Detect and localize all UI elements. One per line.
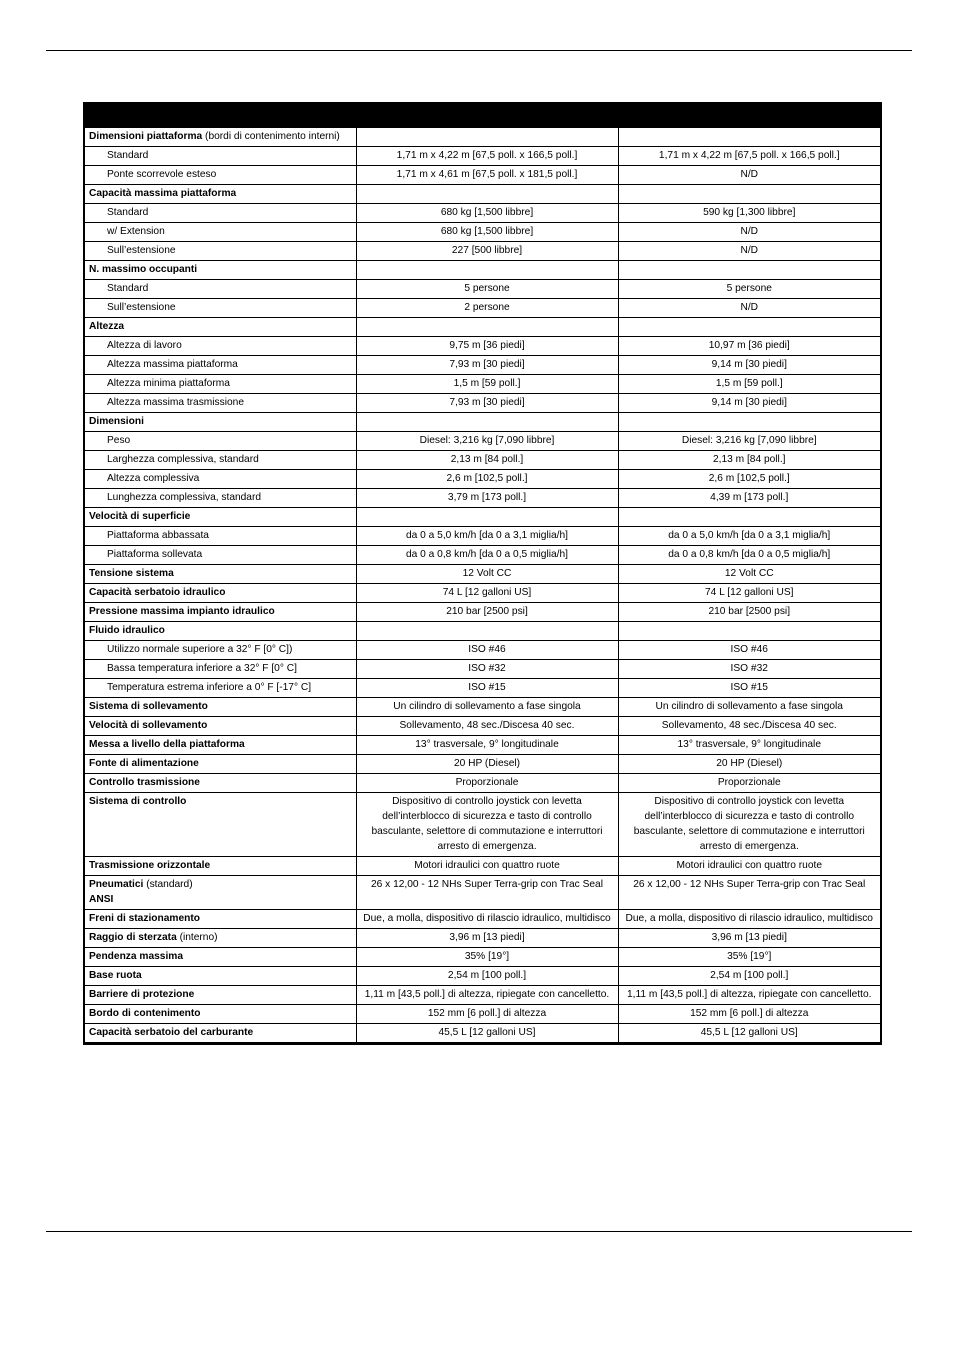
table-row	[85, 261, 880, 280]
spec-sublabel	[85, 679, 356, 698]
spec-label-text: Fonte di alimentazione	[89, 758, 199, 769]
spec-label-text: Dimensioni	[89, 416, 144, 427]
spec-value-col2: 13° trasversale, 9° longitudinale	[618, 736, 880, 755]
spec-label	[85, 584, 356, 603]
spec-value-col1: 210 bar [2500 psi]	[356, 603, 618, 622]
spec-value-col2	[618, 413, 880, 432]
spec-value-col2: 1,11 m [43,5 poll.] di altezza, ripiegate con cancelletto.	[618, 986, 880, 1005]
table-row	[85, 641, 880, 660]
spec-value-col1: 152 mm [6 poll.] di altezza	[356, 1005, 618, 1024]
table-row	[85, 166, 880, 185]
spec-label	[85, 929, 356, 948]
table-row	[85, 527, 880, 546]
spec-value-col2: Motori idraulici con quattro ruote	[618, 857, 880, 876]
spec-value-col1: 1,71 m x 4,61 m [67,5 poll. x 181,5 poll.]	[356, 166, 618, 185]
spec-value-col2	[618, 261, 880, 280]
spec-value-col2: 45,5 L [12 galloni US]	[618, 1024, 880, 1043]
spec-value-col1: 7,93 m [30 piedi]	[356, 356, 618, 375]
spec-label-text: Altezza massima piattaforma	[107, 359, 238, 370]
spec-label-note: (bordi di contenimento interni)	[202, 131, 340, 142]
spec-label	[85, 948, 356, 967]
table-row	[85, 280, 880, 299]
spec-value-col2: Due, a molla, dispositivo di rilascio idraulico, multidisco	[618, 910, 880, 929]
table-row	[85, 603, 880, 622]
spec-value-col2: da 0 a 5,0 km/h [da 0 a 3,1 miglia/h]	[618, 527, 880, 546]
spec-value-col1: Un cilindro di sollevamento a fase singola	[356, 698, 618, 717]
spec-sublabel	[85, 337, 356, 356]
spec-value-col2: 3,96 m [13 piedi]	[618, 929, 880, 948]
spec-value-col2: Dispositivo di controllo joystick con levetta dell’interblocco di sicurezza e tasto di controllo basculante, selettore di commutazione e interruttori arresto di emergenza.	[618, 793, 880, 857]
table-row	[85, 1005, 880, 1024]
table-row	[85, 470, 880, 489]
spec-label-text: Bassa temperatura inferiore a 32° F [0° C]	[107, 663, 297, 674]
spec-label	[85, 755, 356, 774]
spec-value-col2: ISO #32	[618, 660, 880, 679]
spec-sublabel	[85, 451, 356, 470]
table-row	[85, 929, 880, 948]
spec-value-col1: 2,6 m [102,5 poll.]	[356, 470, 618, 489]
spec-value-col1: da 0 a 0,8 km/h [da 0 a 0,5 miglia/h]	[356, 546, 618, 565]
spec-value-col1: ISO #15	[356, 679, 618, 698]
table-row	[85, 565, 880, 584]
spec-label	[85, 793, 356, 857]
spec-label-text: Standard	[107, 150, 149, 161]
spec-value-col2: 152 mm [6 poll.] di altezza	[618, 1005, 880, 1024]
table-row	[85, 793, 880, 857]
spec-value-col1: 227 [500 libbre]	[356, 242, 618, 261]
table-row	[85, 128, 880, 147]
spec-value-col1: 5 persone	[356, 280, 618, 299]
spec-label-text: Tensione sistema	[89, 568, 174, 579]
table-row	[85, 489, 880, 508]
spec-label-text: N. massimo occupanti	[89, 264, 198, 275]
spec-sublabel	[85, 489, 356, 508]
spec-table-container	[83, 102, 882, 1045]
spec-label-text: Capacità massima piattaforma	[89, 188, 237, 199]
spec-label-text: Piattaforma sollevata	[107, 549, 203, 560]
spec-label-note: (interno)	[176, 932, 218, 943]
table-row	[85, 432, 880, 451]
spec-label	[85, 1005, 356, 1024]
spec-label-text: Capacità serbatoio idraulico	[89, 587, 226, 598]
spec-label	[85, 185, 356, 204]
spec-sublabel	[85, 166, 356, 185]
spec-value-col2	[618, 128, 880, 147]
spec-label-text: Bordo di contenimento	[89, 1008, 201, 1019]
spec-label-text: Barriere di protezione	[89, 989, 195, 1000]
table-row	[85, 318, 880, 337]
spec-value-col2: Un cilindro di sollevamento a fase singola	[618, 698, 880, 717]
spec-value-col1: 74 L [12 galloni US]	[356, 584, 618, 603]
spec-value-col1: 20 HP (Diesel)	[356, 755, 618, 774]
spec-label-text: Altezza di lavoro	[107, 340, 182, 351]
table-row	[85, 755, 880, 774]
spec-value-col1: Proporzionale	[356, 774, 618, 793]
spec-value-col2: 210 bar [2500 psi]	[618, 603, 880, 622]
spec-label	[85, 261, 356, 280]
spec-value-col1: Due, a molla, dispositivo di rilascio idraulico, multidisco	[356, 910, 618, 929]
table-row	[85, 299, 880, 318]
spec-value-col1	[356, 185, 618, 204]
spec-label	[85, 413, 356, 432]
spec-value-col2: Proporzionale	[618, 774, 880, 793]
spec-label-text: Dimensioni piattaforma	[89, 131, 203, 142]
spec-label	[85, 986, 356, 1005]
spec-sublabel	[85, 299, 356, 318]
table-row	[85, 185, 880, 204]
spec-sublabel	[85, 660, 356, 679]
spec-value-col1: 3,96 m [13 piedi]	[356, 929, 618, 948]
spec-label-text: Capacità serbatoio del carburante	[89, 1027, 254, 1038]
spec-value-col2: 1,5 m [59 poll.]	[618, 375, 880, 394]
spec-value-col1: ISO #32	[356, 660, 618, 679]
table-row	[85, 679, 880, 698]
bottom-rule	[46, 1231, 912, 1232]
spec-label	[85, 603, 356, 622]
table-row	[85, 876, 880, 910]
spec-label-text: Messa a livello della piattaforma	[89, 739, 245, 750]
spec-value-col1: 35% [19°]	[356, 948, 618, 967]
spec-table-header-bar	[85, 104, 880, 128]
spec-value-col1	[356, 261, 618, 280]
spec-label-text: Pendenza massima	[89, 951, 183, 962]
spec-label	[85, 910, 356, 929]
table-row	[85, 660, 880, 679]
spec-label-text: Larghezza complessiva, standard	[107, 454, 259, 465]
spec-label-text: Pneumatici	[89, 879, 144, 890]
spec-value-col1: 2,13 m [84 poll.]	[356, 451, 618, 470]
table-row	[85, 508, 880, 527]
spec-sublabel	[85, 546, 356, 565]
spec-value-col2: Sollevamento, 48 sec./Discesa 40 sec.	[618, 717, 880, 736]
table-row	[85, 204, 880, 223]
table-row	[85, 967, 880, 986]
spec-value-col1: 13° trasversale, 9° longitudinale	[356, 736, 618, 755]
spec-value-col2: da 0 a 0,8 km/h [da 0 a 0,5 miglia/h]	[618, 546, 880, 565]
spec-value-col1: Diesel: 3,216 kg [7,090 libbre]	[356, 432, 618, 451]
spec-label-text: Altezza minima piattaforma	[107, 378, 230, 389]
spec-value-col2: 26 x 12,00 - 12 NHs Super Terra-grip con Trac Seal	[618, 876, 880, 910]
spec-value-col2: 590 kg [1,300 libbre]	[618, 204, 880, 223]
table-row	[85, 223, 880, 242]
spec-label-text: Altezza massima trasmissione	[107, 397, 245, 408]
spec-value-col1: 680 kg [1,500 libbre]	[356, 223, 618, 242]
spec-value-col1	[356, 413, 618, 432]
spec-value-col1: 7,93 m [30 piedi]	[356, 394, 618, 413]
spec-value-col1: Motori idraulici con quattro ruote	[356, 857, 618, 876]
spec-value-col1: 26 x 12,00 - 12 NHs Super Terra-grip con Trac Seal	[356, 876, 618, 910]
table-row	[85, 337, 880, 356]
spec-value-col1: 2 persone	[356, 299, 618, 318]
spec-value-col2: ISO #15	[618, 679, 880, 698]
spec-table-body	[85, 128, 880, 1043]
spec-value-col2: 1,71 m x 4,22 m [67,5 poll. x 166,5 poll.]	[618, 147, 880, 166]
table-row	[85, 986, 880, 1005]
spec-label-text: Sistema di sollevamento	[89, 701, 208, 712]
spec-label	[85, 128, 356, 147]
spec-sublabel	[85, 356, 356, 375]
spec-label-line2: ANSI	[89, 894, 114, 905]
spec-label-text: Utilizzo normale superiore a 32° F [0° C])	[107, 644, 293, 655]
spec-value-col2: 9,14 m [30 piedi]	[618, 356, 880, 375]
spec-sublabel	[85, 375, 356, 394]
table-row	[85, 413, 880, 432]
spec-value-col2: 20 HP (Diesel)	[618, 755, 880, 774]
spec-label	[85, 736, 356, 755]
spec-value-col2: 12 Volt CC	[618, 565, 880, 584]
spec-value-col2: 5 persone	[618, 280, 880, 299]
spec-value-col2: N/D	[618, 299, 880, 318]
spec-value-col2: N/D	[618, 223, 880, 242]
spec-value-col2: ISO #46	[618, 641, 880, 660]
spec-value-col1: 3,79 m [173 poll.]	[356, 489, 618, 508]
spec-label-text: Altezza	[89, 321, 125, 332]
spec-value-col2: 9,14 m [30 piedi]	[618, 394, 880, 413]
spec-value-col2: 2,54 m [100 poll.]	[618, 967, 880, 986]
spec-label-text: Fluido idraulico	[89, 625, 165, 636]
spec-value-col2	[618, 318, 880, 337]
spec-label-text: Pressione massima impianto idraulico	[89, 606, 275, 617]
spec-sublabel	[85, 223, 356, 242]
spec-label	[85, 774, 356, 793]
spec-sublabel	[85, 280, 356, 299]
spec-value-col1: ISO #46	[356, 641, 618, 660]
table-row	[85, 584, 880, 603]
spec-value-col2: 2,6 m [102,5 poll.]	[618, 470, 880, 489]
spec-value-col1: da 0 a 5,0 km/h [da 0 a 3,1 miglia/h]	[356, 527, 618, 546]
table-row	[85, 698, 880, 717]
table-row	[85, 546, 880, 565]
spec-value-col2	[618, 622, 880, 641]
spec-label-text: Controllo trasmissione	[89, 777, 200, 788]
spec-label-text: w/ Extension	[107, 226, 165, 237]
spec-value-col1	[356, 622, 618, 641]
spec-sublabel	[85, 470, 356, 489]
top-rule	[46, 50, 912, 51]
table-row	[85, 242, 880, 261]
spec-label-text: Sull’estensione	[107, 245, 176, 256]
spec-value-col1: 1,71 m x 4,22 m [67,5 poll. x 166,5 poll.]	[356, 147, 618, 166]
spec-label	[85, 1024, 356, 1043]
spec-value-col1: 1,11 m [43,5 poll.] di altezza, ripiegate con cancelletto.	[356, 986, 618, 1005]
spec-sublabel	[85, 527, 356, 546]
spec-label-text: Velocità di sollevamento	[89, 720, 208, 731]
spec-value-col2: 74 L [12 galloni US]	[618, 584, 880, 603]
spec-label-text: Sistema di controllo	[89, 796, 187, 807]
spec-value-col1: 1,5 m [59 poll.]	[356, 375, 618, 394]
table-row	[85, 394, 880, 413]
spec-value-col1: 12 Volt CC	[356, 565, 618, 584]
spec-label-text: Raggio di sterzata	[89, 932, 177, 943]
spec-value-col1	[356, 318, 618, 337]
spec-value-col2: N/D	[618, 242, 880, 261]
spec-label-text: Peso	[107, 435, 131, 446]
spec-label	[85, 508, 356, 527]
table-row	[85, 910, 880, 929]
table-row	[85, 356, 880, 375]
table-row	[85, 857, 880, 876]
table-row	[85, 717, 880, 736]
table-row	[85, 1024, 880, 1043]
table-row	[85, 736, 880, 755]
spec-label-text: Lunghezza complessiva, standard	[107, 492, 262, 503]
spec-value-col2: N/D	[618, 166, 880, 185]
spec-label-text: Standard	[107, 283, 149, 294]
spec-sublabel	[85, 204, 356, 223]
spec-label-text: Velocità di superficie	[89, 511, 191, 522]
spec-value-col2: 2,13 m [84 poll.]	[618, 451, 880, 470]
spec-label	[85, 876, 356, 910]
spec-label-text: Altezza complessiva	[107, 473, 200, 484]
spec-value-col1: Dispositivo di controllo joystick con levetta dell’interblocco di sicurezza e tasto di controllo basculante, selettore di commutazione e interruttori arresto di emergenza.	[356, 793, 618, 857]
spec-sublabel	[85, 394, 356, 413]
table-row	[85, 147, 880, 166]
table-row	[85, 774, 880, 793]
spec-sublabel	[85, 432, 356, 451]
spec-label	[85, 857, 356, 876]
spec-label	[85, 698, 356, 717]
spec-label	[85, 717, 356, 736]
spec-sublabel	[85, 147, 356, 166]
spec-value-col1: 680 kg [1,500 libbre]	[356, 204, 618, 223]
spec-label-note: (standard)	[143, 879, 193, 890]
spec-value-col1: Sollevamento, 48 sec./Discesa 40 sec.	[356, 717, 618, 736]
spec-label	[85, 967, 356, 986]
spec-label-text: Freni di stazionamento	[89, 913, 200, 924]
spec-value-col2	[618, 508, 880, 527]
spec-value-col1: 2,54 m [100 poll.]	[356, 967, 618, 986]
spec-label-text: Temperatura estrema inferiore a 0° F [-17° C]	[107, 682, 312, 693]
spec-label-text: Ponte scorrevole esteso	[107, 169, 217, 180]
spec-table	[85, 128, 880, 1043]
spec-label-text: Standard	[107, 207, 149, 218]
spec-value-col2: 10,97 m [36 piedi]	[618, 337, 880, 356]
spec-label-text: Base ruota	[89, 970, 142, 981]
spec-value-col2: 4,39 m [173 poll.]	[618, 489, 880, 508]
spec-sublabel	[85, 242, 356, 261]
spec-label-text: Sull’estensione	[107, 302, 176, 313]
spec-value-col2: Diesel: 3,216 kg [7,090 libbre]	[618, 432, 880, 451]
spec-value-col1: 9,75 m [36 piedi]	[356, 337, 618, 356]
table-row	[85, 948, 880, 967]
spec-value-col1: 45,5 L [12 galloni US]	[356, 1024, 618, 1043]
spec-label	[85, 565, 356, 584]
spec-label	[85, 622, 356, 641]
table-row	[85, 375, 880, 394]
spec-value-col1	[356, 128, 618, 147]
spec-label-text: Trasmissione orizzontale	[89, 860, 211, 871]
spec-value-col2	[618, 185, 880, 204]
spec-value-col1	[356, 508, 618, 527]
table-row	[85, 451, 880, 470]
spec-label-text: Piattaforma abbassata	[107, 530, 209, 541]
spec-label	[85, 318, 356, 337]
spec-value-col2: 35% [19°]	[618, 948, 880, 967]
table-row	[85, 622, 880, 641]
spec-sublabel	[85, 641, 356, 660]
